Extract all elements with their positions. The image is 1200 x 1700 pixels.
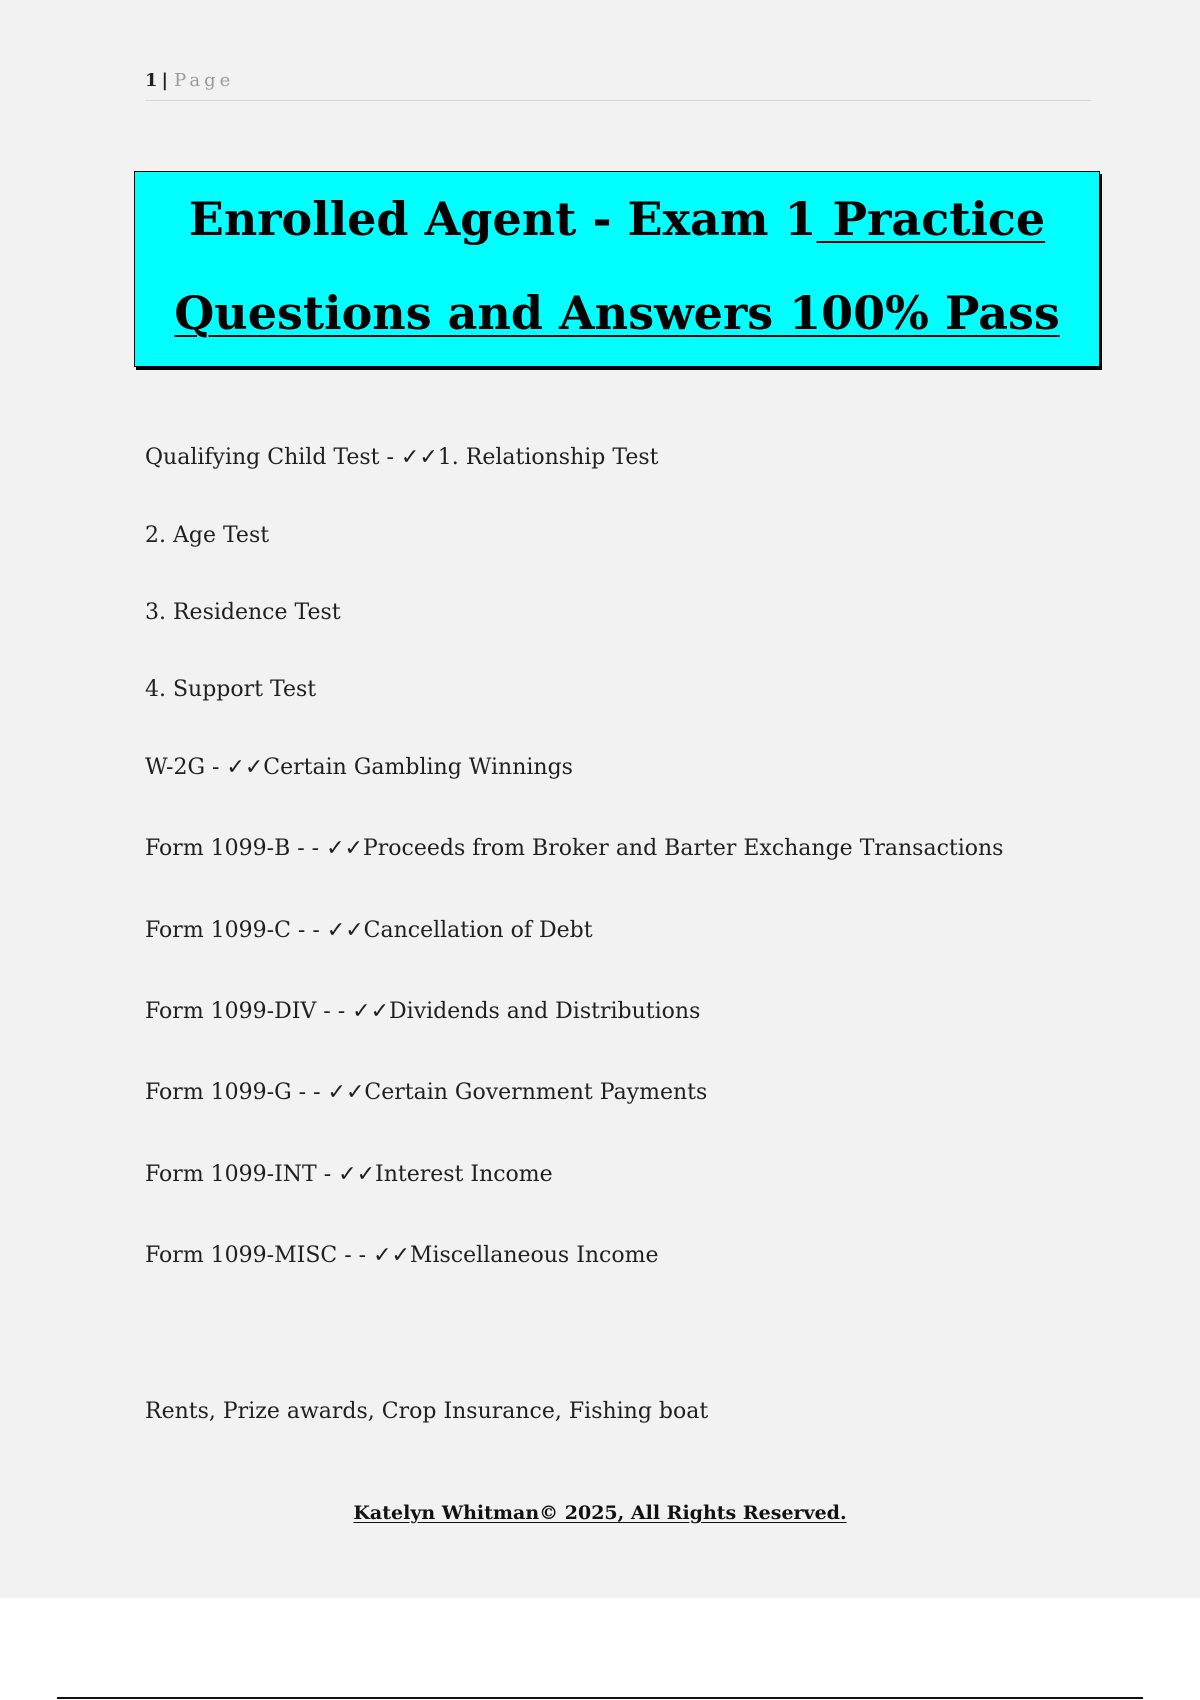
qa-line: 4. Support Test [145,677,317,702]
qa-line: 2. Age Test [145,523,270,548]
qa-line: Rents, Prize awards, Crop Insurance, Fishing boat [145,1399,709,1424]
qa-line: Form 1099-MISC - - ✓✓Miscellaneous Income [145,1243,659,1268]
title-part-3: Questions and Answers 100% Pass [174,286,1060,340]
qa-line: Form 1099-C - - ✓✓Cancellation of Debt [145,918,593,943]
page-number: 1 [145,70,158,91]
page-label: Page [174,70,235,91]
qa-line: Qualifying Child Test - ✓✓1. Relationship Test [145,445,659,470]
bottom-divider [57,1697,1143,1699]
qa-line: Form 1099-G - - ✓✓Certain Government Payments [145,1080,708,1105]
copyright-text: Katelyn Whitman© 2025, All Rights Reserved. [353,1502,847,1524]
qa-line: Form 1099-B - - ✓✓Proceeds from Broker and Barter Exchange Transactions [145,836,1004,861]
qa-line: W-2G - ✓✓Certain Gambling Winnings [145,755,573,780]
title-part-2: Practice [816,192,1046,246]
copyright-notice [0,1502,1200,1524]
qa-line: Form 1099-DIV - - ✓✓Dividends and Distributions [145,999,701,1024]
qa-line: Form 1099-INT - ✓✓Interest Income [145,1162,553,1187]
page-separator: | [161,70,169,91]
title-box [134,171,1100,367]
title-line-2 [135,266,1099,360]
page-header [145,70,1091,101]
title-part-1: Enrolled Agent - Exam 1 [188,192,817,246]
qa-line: 3. Residence Test [145,600,341,625]
title-line-1 [135,172,1099,266]
